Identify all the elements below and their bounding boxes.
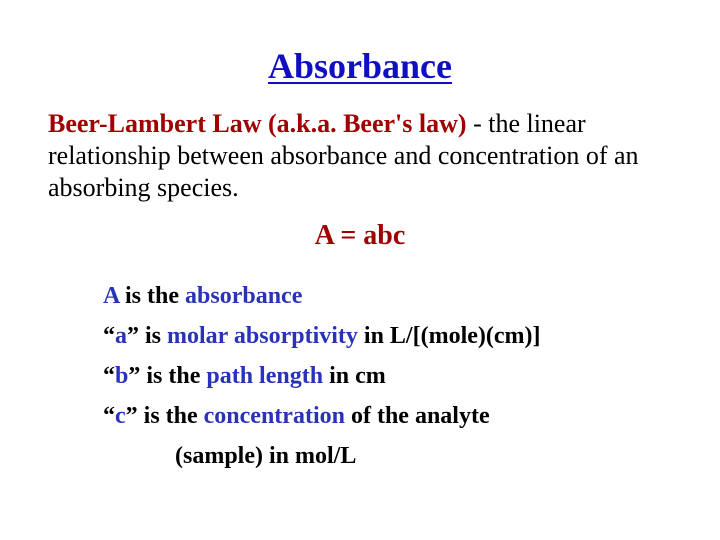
variable-mid: is the — [119, 283, 186, 309]
variable-post: in L/[(mole)(cm)] — [357, 323, 541, 349]
variable-mid: ” is the — [128, 363, 207, 389]
variable-definition-a-upper — [103, 276, 703, 316]
variable-pre: “ — [103, 403, 115, 429]
variable-mid: ” is — [127, 323, 168, 349]
definition-paragraph — [48, 108, 688, 204]
variable-symbol: A — [103, 283, 120, 309]
variable-description: absorbance — [185, 283, 303, 309]
variable-description: concentration — [203, 403, 345, 429]
variable-definition-c — [103, 396, 703, 436]
variable-description: molar absorptivity — [167, 323, 358, 349]
variable-pre: “ — [103, 363, 115, 389]
variable-symbol: a — [115, 323, 127, 349]
variable-definitions — [103, 276, 703, 476]
formula: A = abc — [314, 220, 406, 251]
variable-post: of the analyte — [344, 403, 490, 429]
variable-definition-b — [103, 356, 703, 396]
slide-title: Absorbance — [267, 46, 452, 86]
variable-description: path length — [206, 363, 324, 389]
variable-symbol: b — [115, 363, 129, 389]
variable-post: in cm — [323, 363, 386, 389]
definition-text: - the linear relationship between absorbance and concentration of an absorbing species. — [48, 109, 639, 202]
variable-mid: ” is the — [125, 403, 204, 429]
variable-pre: “ — [103, 323, 115, 349]
definition-term: Beer-Lambert Law (a.k.a. Beer's law) — [48, 109, 467, 138]
variable-definition-continuation: (sample) in mol/L — [175, 443, 357, 469]
variable-symbol: c — [115, 403, 126, 429]
variable-definition-a — [103, 316, 703, 356]
